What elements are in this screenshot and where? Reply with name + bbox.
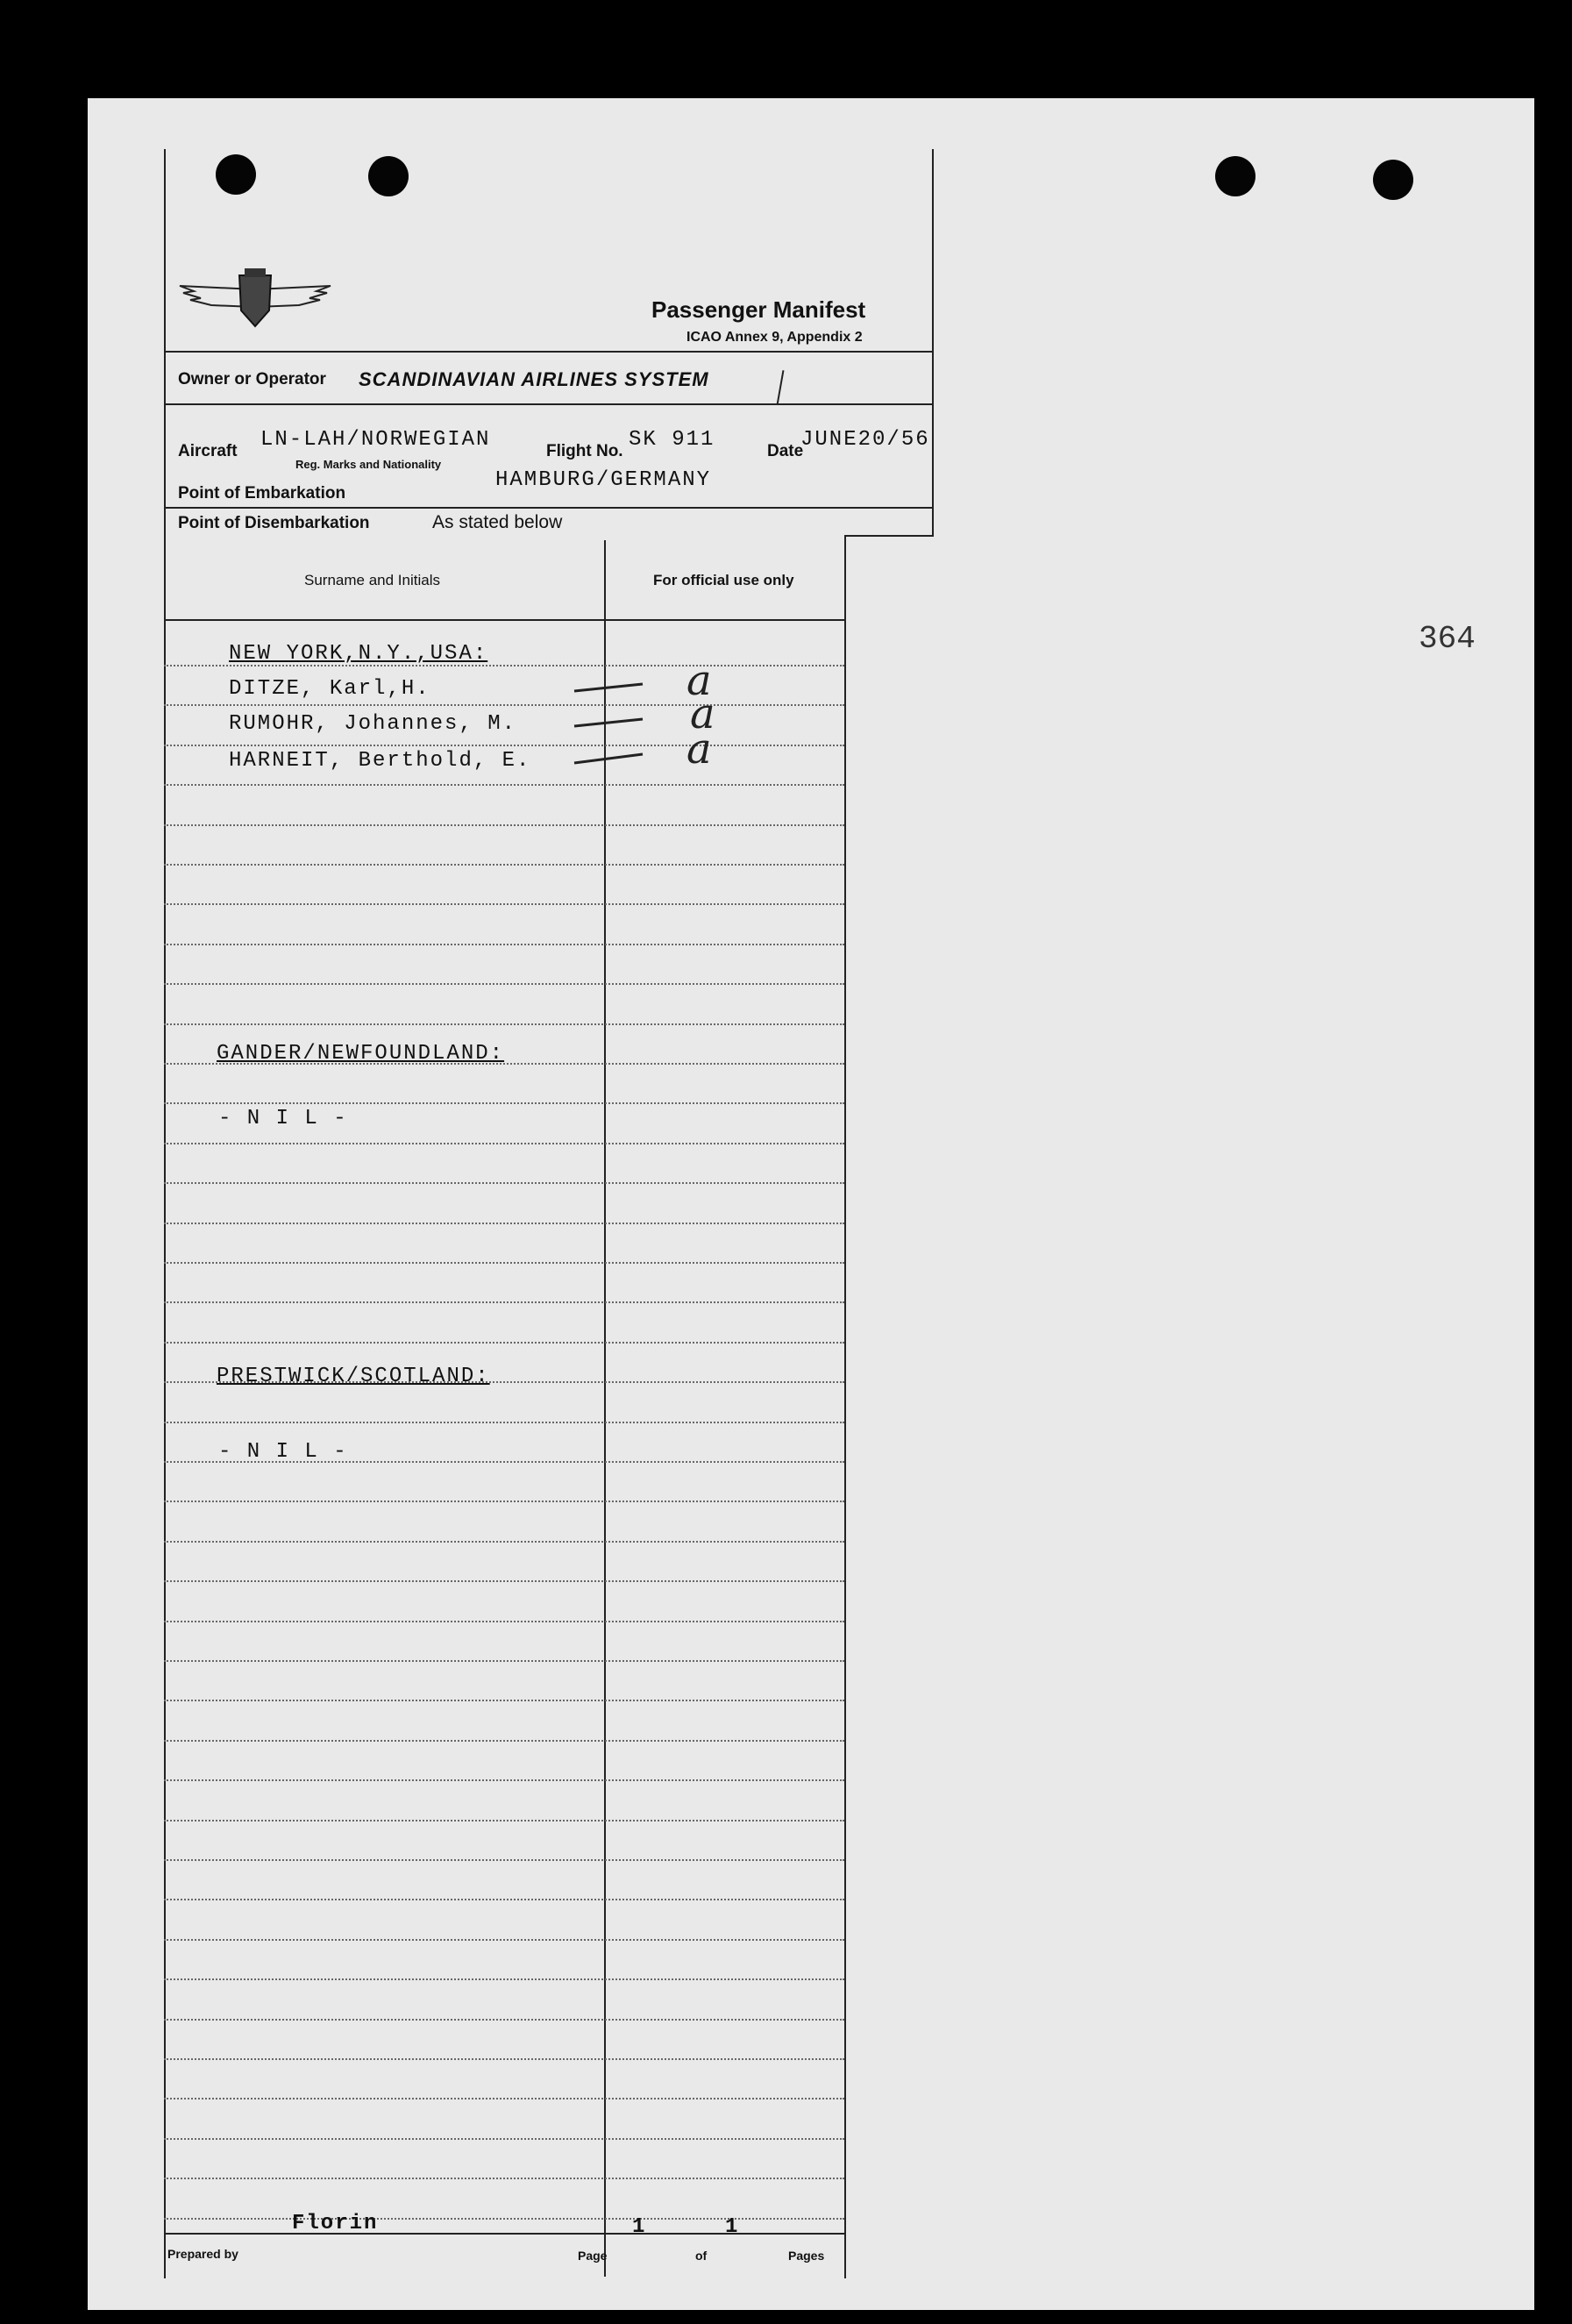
destination-heading: GANDER/NEWFOUNDLAND: (217, 1042, 505, 1066)
ruled-line (164, 1859, 844, 1861)
embarkation-value: HAMBURG/GERMANY (495, 468, 712, 492)
ruled-line (164, 1740, 844, 1742)
disembarkation-label: Point of Disembarkation (178, 514, 370, 532)
ruled-line (164, 824, 844, 826)
page-number-annotation: 364 (1419, 621, 1476, 657)
ruled-line (164, 1939, 844, 1941)
ruled-line (164, 1700, 844, 1701)
sas-wings-logo-icon (176, 263, 334, 333)
ruled-line (164, 1422, 844, 1423)
ruled-line (164, 1223, 844, 1224)
col-official-header: For official use only (653, 572, 794, 588)
flight-no-label: Flight No. (546, 442, 623, 460)
official-mark: a (686, 658, 712, 705)
ruled-line (164, 784, 844, 786)
ruled-line (164, 1660, 844, 1662)
punch-hole (1215, 156, 1255, 196)
ruled-line (164, 1541, 844, 1543)
owner-label: Owner or Operator (178, 370, 326, 389)
official-mark: a (690, 689, 715, 738)
ruled-line (164, 2178, 844, 2179)
official-check-marks (567, 658, 795, 781)
prepared-by-label: Prepared by (167, 2247, 238, 2261)
ruled-line (164, 1262, 844, 1264)
nil-entry: - N I L - (218, 1107, 348, 1130)
aircraft-value: LN-LAH/NORWEGIAN (260, 428, 491, 452)
total-pages: 1 (725, 2215, 740, 2239)
date-label: Date (767, 442, 804, 460)
col-surname-header: Surname and Initials (304, 572, 440, 588)
ruled-line (164, 1301, 844, 1303)
ruled-line (164, 1342, 844, 1344)
page-label: Page (578, 2249, 608, 2263)
operator-stamp: SCANDINAVIAN AIRLINES SYSTEM (359, 368, 709, 390)
ruled-line (164, 2058, 844, 2060)
ruled-line (164, 944, 844, 945)
date-value: JUNE20/56 (800, 428, 930, 452)
aircraft-label: Aircraft (178, 442, 238, 460)
form-subtitle: ICAO Annex 9, Appendix 2 (686, 330, 863, 345)
ruled-line (164, 1182, 844, 1184)
ruled-line (164, 1621, 844, 1622)
pages-label: Pages (788, 2249, 825, 2263)
nil-entry: - N I L - (218, 1440, 348, 1464)
official-mark: a (686, 724, 712, 773)
disembarkation-value: As stated below (432, 512, 563, 532)
passenger-entry: HARNEIT, Berthold, E. (229, 749, 531, 773)
passenger-entry: RUMOHR, Johannes, M. (229, 712, 517, 736)
ruled-line (164, 1023, 844, 1025)
ruled-line (164, 983, 844, 985)
ruled-line (164, 2098, 844, 2099)
reg-marks-label: Reg. Marks and Nationality (295, 458, 442, 471)
destination-heading: NEW YORK,N.Y.,USA: (229, 642, 488, 666)
manifest-form (164, 149, 932, 2278)
ruled-line (164, 1501, 844, 1502)
prepared-by-signature: Florin (292, 2212, 379, 2235)
ruled-line (164, 1820, 844, 1821)
page-number: 1 (632, 2215, 647, 2239)
passenger-entry: DITZE, Karl,H. (229, 677, 430, 701)
flight-no-value: SK 911 (629, 428, 715, 452)
ruled-line (164, 1779, 844, 1781)
ruled-line (164, 2218, 844, 2220)
ruled-line (164, 1978, 844, 1980)
punch-hole (1373, 160, 1413, 200)
ruled-line (164, 2138, 844, 2140)
ruled-line (164, 1102, 844, 1104)
ruled-line (164, 1899, 844, 1900)
destination-heading: PRESTWICK/SCOTLAND: (217, 1365, 490, 1388)
ruled-line (164, 864, 844, 866)
ruled-line (164, 903, 844, 905)
form-title: Passenger Manifest (651, 296, 866, 323)
ruled-line (164, 2019, 844, 2021)
ruled-line (164, 1580, 844, 1582)
of-label: of (695, 2249, 708, 2263)
embarkation-label: Point of Embarkation (178, 484, 346, 503)
ruled-line (164, 1143, 844, 1144)
